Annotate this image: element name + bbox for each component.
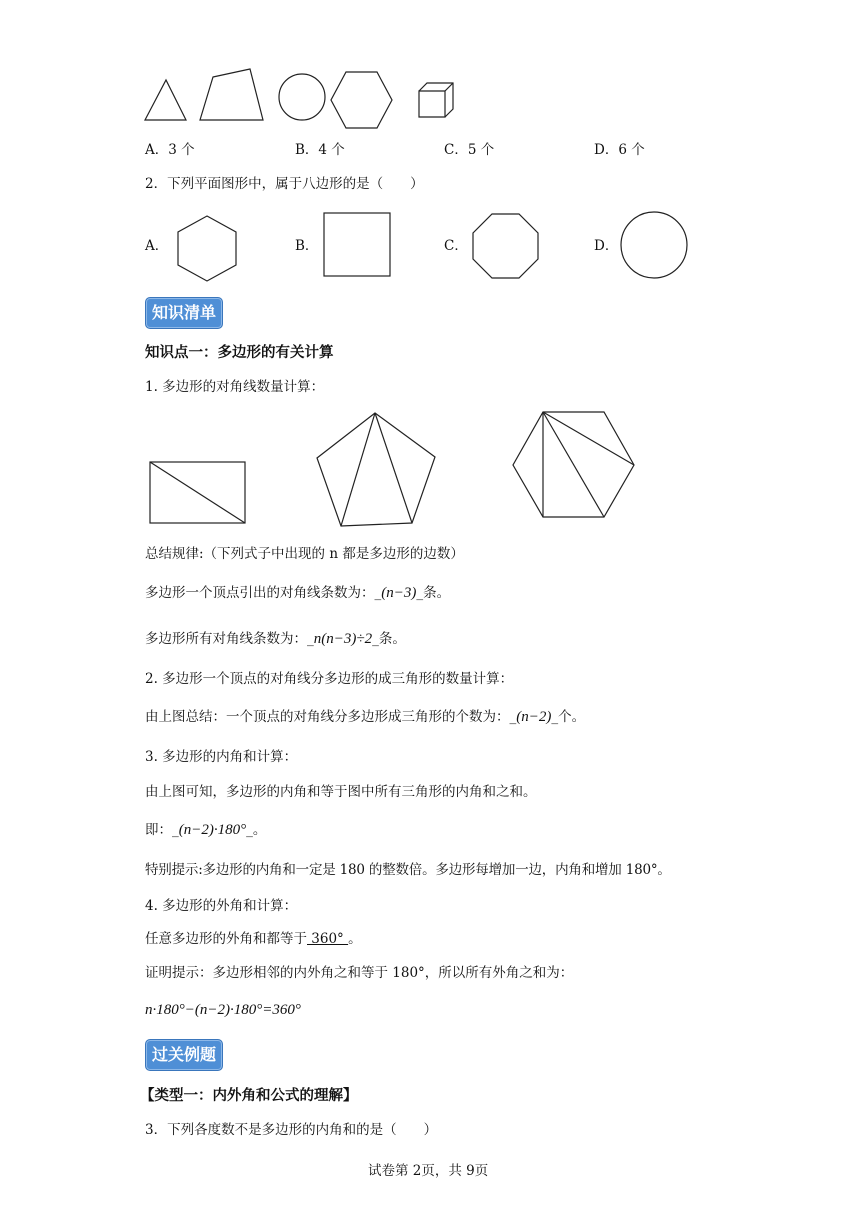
formula-all-diagonals: n(n−3)÷2 <box>313 631 373 647</box>
answer-360: 360° <box>307 931 349 947</box>
q2-stem: 2．下列平面图形中，属于八边形的是（ ） <box>145 176 424 192</box>
proof-formula: n·180°−(n−2)·180°=360° <box>145 1002 301 1018</box>
summary-rule: 总结规律:（下列式子中出现的 n 都是多边形的边数） <box>145 546 464 562</box>
q2-option-a-label: A． <box>145 238 169 254</box>
page-footer: 试卷第 2页，共 9页 <box>368 1163 489 1179</box>
section-badge-knowledge: 知识清单 <box>145 297 223 329</box>
type1-title: 【类型一：内外角和公式的理解】 <box>140 1088 358 1104</box>
item3-title: 3. 多边形的内角和计算： <box>145 749 298 765</box>
formula-interior-sum: (n−2)·180° <box>178 822 247 838</box>
proof-hint: 证明提示：多边形相邻的内外角之和等于 180°，所以所有外角之和为： <box>145 965 574 981</box>
one-vertex-diagonals-line: 多边形一个顶点引出的对角线条数为：_(n−3)_条。 <box>145 585 451 601</box>
section-badge-examples: 过关例题 <box>145 1039 223 1071</box>
triangle-count-line: 由上图总结：一个顶点的对角线分多边形成三角形的个数为：_(n−2)_个。 <box>145 709 586 725</box>
q1-option-d: D．6 个 <box>594 142 645 158</box>
item2-title: 2. 多边形一个顶点的对角线分多边形的成三角形的数量计算： <box>145 671 514 687</box>
hexagon-diagonal-figure <box>0 0 1 1</box>
item3-explanation: 由上图可知，多边形的内角和等于图中所有三角形的内角和之和。 <box>145 784 537 800</box>
q2-option-c-label: C． <box>444 238 468 254</box>
formula-n-minus-2: (n−2) <box>516 709 552 725</box>
item1-title: 1. 多边形的对角线数量计算： <box>145 379 325 395</box>
all-diagonals-line: 多边形所有对角线条数为：_n(n−3)÷2_条。 <box>145 631 406 647</box>
formula-n-minus-3: (n−3) <box>381 585 417 601</box>
q1-option-a: A．3 个 <box>145 142 195 158</box>
q1-option-c: C．5 个 <box>444 142 495 158</box>
q1-option-b: B．4 个 <box>295 142 345 158</box>
kp1-title: 知识点一：多边形的有关计算 <box>145 345 334 361</box>
item4-title: 4. 多边形的外角和计算： <box>145 898 298 914</box>
q3-stem: 3．下列各度数不是多边形的内角和的是（ ） <box>145 1122 438 1138</box>
q2-option-b-label: B． <box>295 238 319 254</box>
q2-option-d-label: D． <box>594 238 619 254</box>
exterior-angle-sum-line: 任意多边形的外角和都等于 360° 。 <box>145 931 362 947</box>
special-note: 特别提示:多边形的内角和一定是 180 的整数倍。多边形每增加一边，内角和增加 180°。 <box>145 862 671 878</box>
interior-angle-sum-line: 即：_(n−2)·180°_。 <box>145 822 267 838</box>
